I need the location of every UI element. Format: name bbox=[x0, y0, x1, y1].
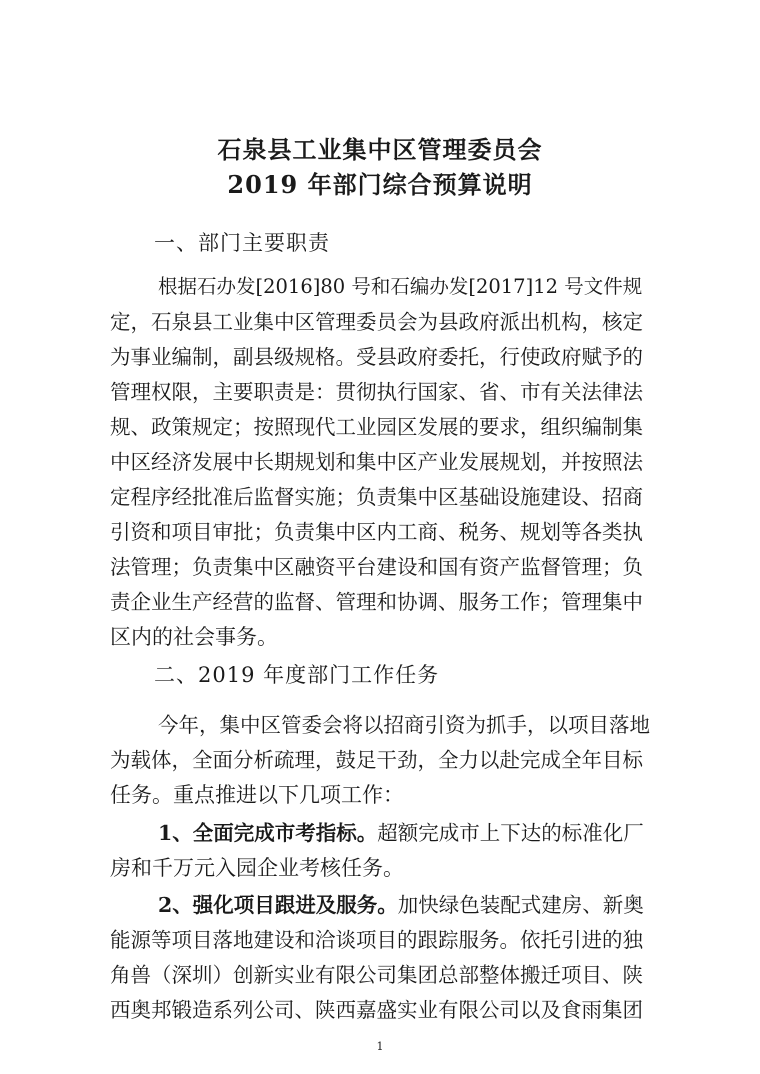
work-item-2-title: 2、强化项目跟进及服务。 bbox=[158, 893, 398, 917]
work-item-1-text: 超额完成市上下达的标准化厂 bbox=[377, 821, 644, 845]
paragraph-line: 定，石泉县工业集中区管理委员会为县政府派出机构，核定 bbox=[110, 310, 643, 334]
paragraph-line: 区内的社会事务。 bbox=[110, 625, 278, 649]
paragraph-line: 引资和项目审批；负责集中区内工商、税务、规划等各类执 bbox=[110, 520, 643, 544]
paragraph-line: 中区经济发展中长期规划和集中区产业发展规划，并按照法 bbox=[110, 450, 643, 474]
paragraph-line: 根据石办发[2016]80 号和石编办发[2017]12 号文件规 bbox=[158, 275, 643, 298]
document-title: 石泉县工业集中区管理委员会 bbox=[217, 135, 543, 164]
paragraph-line: 西奥邦锻造系列公司、陕西嘉盛实业有限公司以及食雨集团 bbox=[110, 998, 643, 1022]
paragraph-line: 管理权限，主要职责是：贯彻执行国家、省、市有关法律法 bbox=[110, 380, 643, 404]
paragraph-line: 能源等项目落地建设和洽谈项目的跟踪服务。依托引进的独 bbox=[110, 928, 643, 952]
paragraph-line: 为事业编制，副县级规格。受县政府委托，行使政府赋予的 bbox=[110, 345, 643, 369]
paragraph-line: 法管理；负责集中区融资平台建设和国有资产监督管理；负 bbox=[110, 555, 643, 579]
work-item-2 bbox=[158, 890, 644, 920]
paragraph-line: 房和千万元入园企业考核任务。 bbox=[110, 856, 404, 880]
paragraph-line: 定程序经批准后监督实施；负责集中区基础设施建设、招商 bbox=[110, 485, 643, 509]
section-1-heading: 一、部门主要职责 bbox=[154, 231, 330, 255]
section-2-heading: 二、2019 年度部门工作任务 bbox=[154, 663, 440, 687]
page-number: 1 bbox=[376, 1040, 384, 1053]
paragraph-line: 规、政策规定；按照现代工业园区发展的要求，组织编制集 bbox=[110, 415, 643, 439]
work-item-2-text: 加快绿色装配式建房、新奥 bbox=[397, 893, 644, 917]
paragraph-line: 今年，集中区管委会将以招商引资为抓手，以项目落地 bbox=[158, 713, 650, 737]
work-item-1 bbox=[158, 818, 644, 848]
work-item-1-title: 1、全面完成市考指标。 bbox=[158, 821, 378, 845]
paragraph-line: 为载体，全面分析疏理，鼓足干劲，全力以赴完成全年目标 bbox=[110, 748, 643, 772]
document-subtitle: 2019 年部门综合预算说明 bbox=[227, 170, 533, 199]
paragraph-line: 任务。重点推进以下几项工作： bbox=[110, 783, 404, 807]
paragraph-line: 责企业生产经营的监督、管理和协调、服务工作；管理集中 bbox=[110, 590, 643, 614]
paragraph-line: 角兽（深圳）创新实业有限公司集团总部整体搬迁项目、陕 bbox=[110, 963, 643, 987]
